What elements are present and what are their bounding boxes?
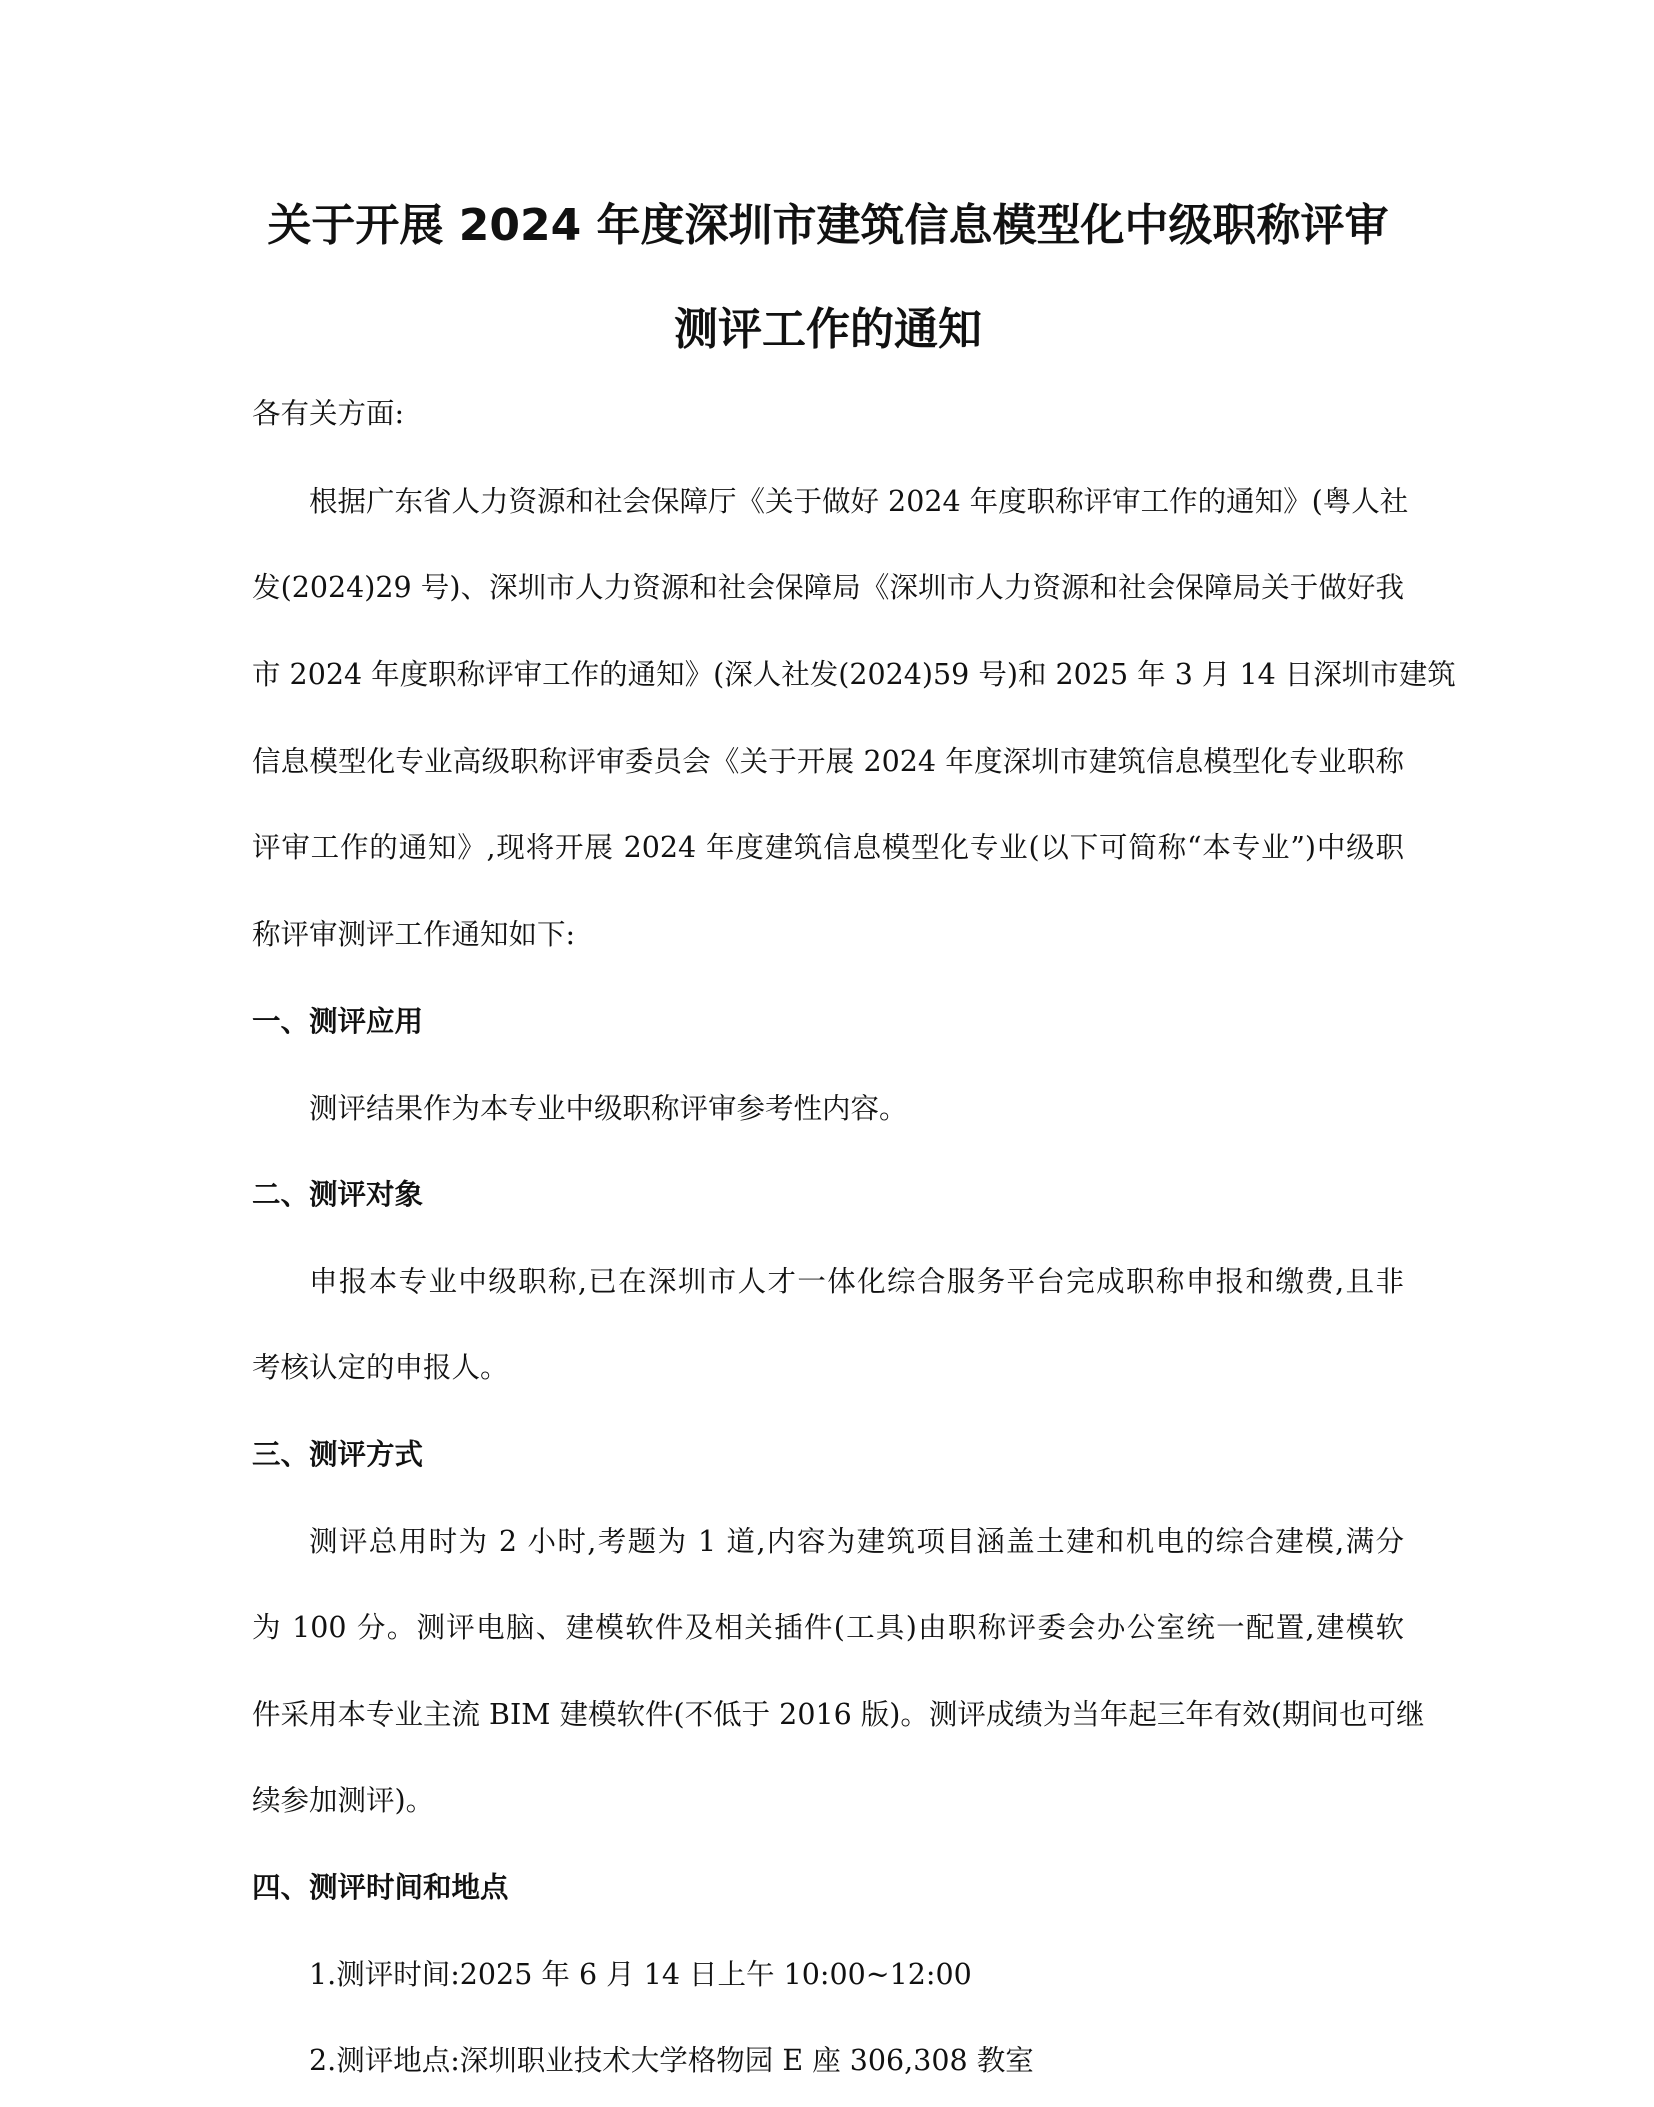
- intro-line: 根据广东省人力资源和社会保障厅《关于做好 2024 年度职称评审工作的通知》(粤人社: [309, 485, 1409, 518]
- section-text-line: 测评结果作为本专业中级职称评审参考性内容。: [309, 1092, 908, 1125]
- document-title-line-2: 测评工作的通知: [674, 304, 982, 355]
- intro-line: 市 2024 年度职称评审工作的通知》(深人社发(2024)59 号)和 2025 年 3 月 14 日深圳市建筑: [252, 658, 1456, 691]
- section-text-line: 1.测评时间:2025 年 6 月 14 日上午 10:00~12:00: [309, 1958, 972, 1991]
- section-text-line: 2.测评地点:深圳职业技术大学格物园 E 座 306,308 教室: [309, 2044, 1034, 2077]
- section-text-line: 申报本专业中级职称,已在深圳市人才一体化综合服务平台完成职称申报和缴费,且非: [309, 1265, 1404, 1298]
- section-text-line: 为 100 分。测评电脑、建模软件及相关插件(工具)由职称评委会办公室统一配置,建模软: [252, 1611, 1404, 1644]
- section-text-line: 测评总用时为 2 小时,考题为 1 道,内容为建筑项目涵盖土建和机电的综合建模,满分: [309, 1525, 1404, 1558]
- intro-line: 称评审测评工作通知如下:: [252, 918, 576, 951]
- intro-line: 发(2024)29 号)、深圳市人力资源和社会保障局《深圳市人力资源和社会保障局关于做好我: [252, 571, 1404, 604]
- section-heading-time-place: 四、测评时间和地点: [252, 1871, 509, 1904]
- salutation: 各有关方面:: [252, 397, 405, 430]
- document-page: [252, 0, 1456, 2107]
- document-title-line-1: 关于开展 2024 年度深圳市建筑信息模型化中级职称评审: [267, 200, 1389, 251]
- section-heading-method: 三、测评方式: [252, 1438, 424, 1471]
- intro-line: 评审工作的通知》,现将开展 2024 年度建筑信息模型化专业(以下可简称“本专业”)中级职: [252, 831, 1404, 864]
- section-text-line: 续参加测评)。: [252, 1784, 435, 1817]
- section-heading-target: 二、测评对象: [252, 1178, 424, 1211]
- section-heading-application: 一、测评应用: [252, 1005, 424, 1038]
- intro-line: 信息模型化专业高级职称评审委员会《关于开展 2024 年度深圳市建筑信息模型化专业职称: [252, 745, 1404, 778]
- section-text-line: 件采用本专业主流 BIM 建模软件(不低于 2016 版)。测评成绩为当年起三年有效(期间也可继: [252, 1698, 1425, 1731]
- section-text-line: 考核认定的申报人。: [252, 1351, 509, 1384]
